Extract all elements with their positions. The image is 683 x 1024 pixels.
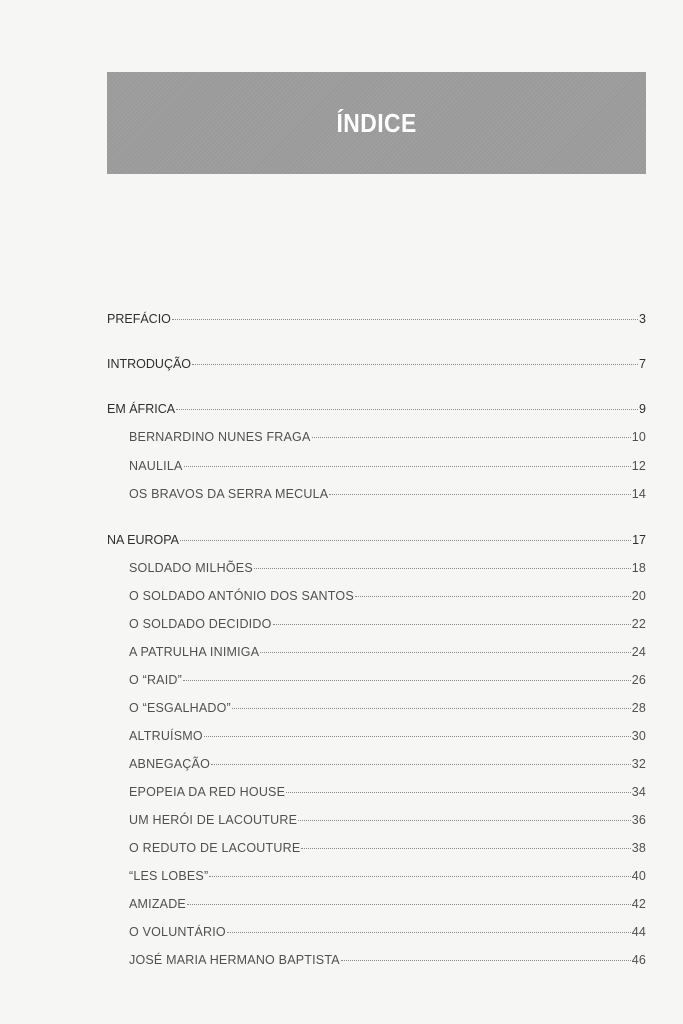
toc-entry-page: 18 — [631, 561, 646, 575]
toc-entry[interactable] — [129, 813, 646, 833]
toc-entry-page: 17 — [632, 533, 646, 547]
toc-entry-title: BERNARDINO NUNES FRAGA — [129, 430, 311, 444]
toc-entry-page: 30 — [631, 729, 646, 743]
toc-entry[interactable] — [129, 487, 646, 507]
dot-leader — [183, 680, 631, 681]
toc-entry[interactable] — [129, 617, 646, 637]
toc-entry-page: 7 — [639, 357, 646, 371]
dot-leader — [187, 904, 631, 905]
toc-entry-title: O SOLDADO DECIDIDO — [129, 617, 272, 631]
dot-leader — [312, 437, 631, 438]
toc-entry-page: 24 — [631, 645, 646, 659]
toc-entry[interactable] — [129, 785, 646, 805]
toc-entry-title: NA EUROPA — [107, 533, 180, 547]
dot-leader — [301, 848, 630, 849]
toc-entry-page: 26 — [631, 673, 646, 687]
toc-entry-page: 38 — [631, 841, 646, 855]
dot-leader — [298, 820, 631, 821]
toc-entry-title: OS BRAVOS DA SERRA MECULA — [129, 487, 329, 501]
toc-entry[interactable] — [107, 312, 646, 332]
toc-entry[interactable] — [129, 701, 646, 721]
toc-entry-title: O “ESGALHADO” — [129, 701, 231, 715]
toc-entry-title: O VOLUNTÁRIO — [129, 925, 226, 939]
page-title: ÍNDICE — [336, 107, 417, 138]
toc-entry[interactable] — [129, 645, 646, 665]
toc-entry-page: 10 — [631, 430, 646, 444]
dot-leader — [254, 568, 631, 569]
toc-entry-title: A PATRULHA INIMIGA — [129, 645, 260, 659]
toc-entry-page: 9 — [639, 402, 646, 416]
toc-entry-page: 20 — [631, 589, 646, 603]
dot-leader — [172, 319, 638, 320]
toc-entry-page: 36 — [631, 813, 646, 827]
toc-entry-page: 14 — [631, 487, 646, 501]
toc-entry-title: EPOPEIA DA RED HOUSE — [129, 785, 286, 799]
toc-entry-page: 12 — [631, 459, 646, 473]
dot-leader — [209, 876, 630, 877]
dot-leader — [355, 596, 631, 597]
dot-leader — [184, 466, 631, 467]
toc-entry[interactable] — [129, 953, 646, 973]
toc-entry[interactable] — [129, 897, 646, 917]
toc-entry-title: “LES LOBES” — [129, 869, 209, 883]
toc-entry[interactable] — [129, 459, 646, 479]
toc-entry[interactable] — [107, 357, 646, 377]
dot-leader — [176, 409, 638, 410]
toc-entry-title: EM ÁFRICA — [107, 402, 176, 416]
toc-entry[interactable] — [107, 533, 646, 553]
toc-entry-title: AMIZADE — [129, 897, 186, 911]
toc-entry-page: 32 — [631, 757, 646, 771]
toc-entry-title: O SOLDADO ANTÓNIO DOS SANTOS — [129, 589, 354, 603]
toc-entry[interactable] — [107, 402, 646, 422]
dot-leader — [232, 708, 631, 709]
toc-entry-title: O “RAID” — [129, 673, 182, 687]
dot-leader — [180, 540, 631, 541]
toc-entry-page: 42 — [631, 897, 646, 911]
toc-entry[interactable] — [129, 869, 646, 889]
toc-entry-page: 22 — [631, 617, 646, 631]
dot-leader — [273, 624, 631, 625]
toc-entry[interactable] — [129, 841, 646, 861]
toc-entry-title: ABNEGAÇÃO — [129, 757, 210, 771]
dot-leader — [341, 960, 631, 961]
dot-leader — [192, 364, 638, 365]
toc-entry-page: 46 — [631, 953, 646, 967]
dot-leader — [211, 764, 631, 765]
toc-entry[interactable] — [129, 757, 646, 777]
toc-entry[interactable] — [129, 430, 646, 450]
toc-entry-title: ALTRUÍSMO — [129, 729, 203, 743]
toc-entry[interactable] — [129, 729, 646, 749]
toc-entry[interactable] — [129, 925, 646, 945]
toc-entry-page: 28 — [631, 701, 646, 715]
toc-entry-page: 40 — [631, 869, 646, 883]
dot-leader — [204, 736, 631, 737]
dot-leader — [286, 792, 631, 793]
dot-leader — [329, 494, 630, 495]
toc-entry-title: JOSÉ MARIA HERMANO BAPTISTA — [129, 953, 340, 967]
toc-entry-title: O REDUTO DE LACOUTURE — [129, 841, 301, 855]
toc-entry-title: NAULILA — [129, 459, 183, 473]
toc-entry-title: INTRODUÇÃO — [107, 357, 192, 371]
toc-entry-title: SOLDADO MILHÕES — [129, 561, 253, 575]
toc-entry-page: 3 — [639, 312, 646, 326]
toc-entry-title: UM HERÓI DE LACOUTURE — [129, 813, 298, 827]
toc-entry-title: PREFÁCIO — [107, 312, 171, 326]
dot-leader — [227, 932, 631, 933]
toc-entry-page: 44 — [631, 925, 646, 939]
toc-entry[interactable] — [129, 561, 646, 581]
toc-entry[interactable] — [129, 589, 646, 609]
toc-entry-page: 34 — [631, 785, 646, 799]
toc-entry[interactable] — [129, 673, 646, 693]
dot-leader — [260, 652, 630, 653]
